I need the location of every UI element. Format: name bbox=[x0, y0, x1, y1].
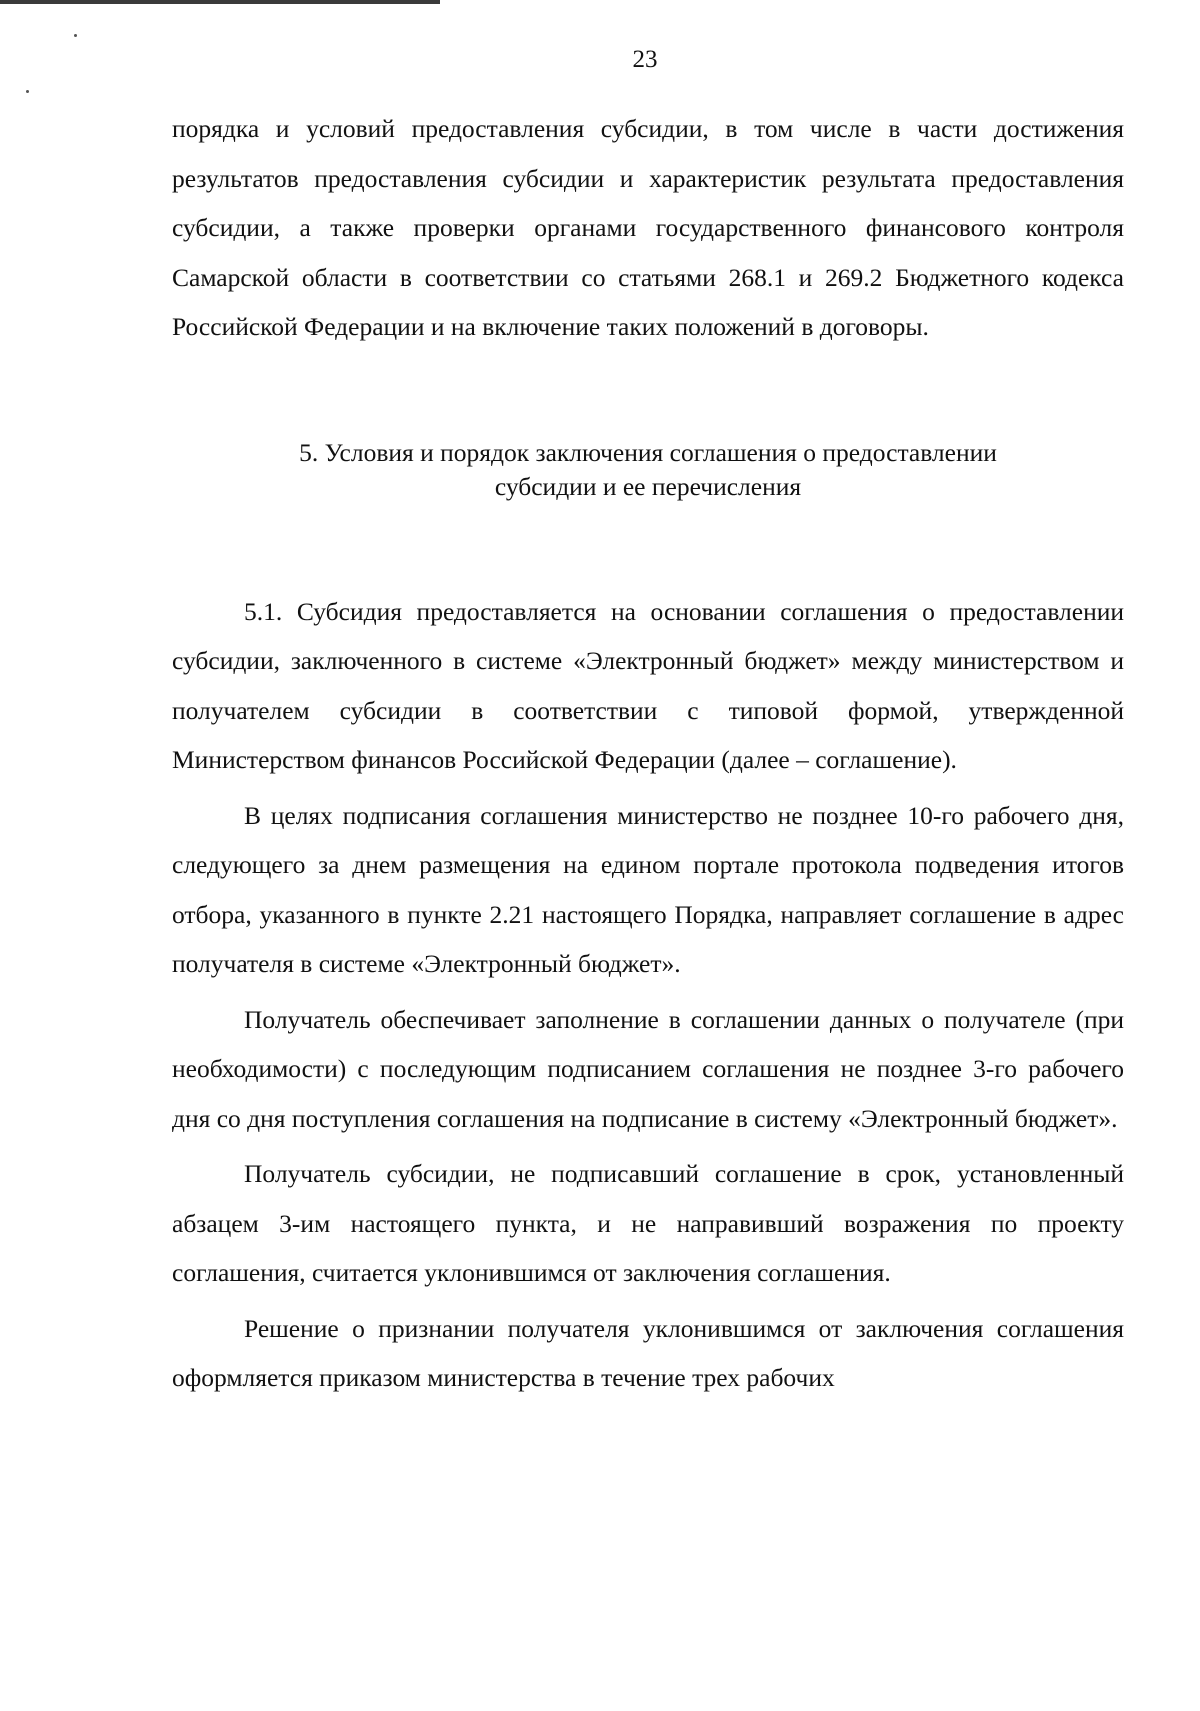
text-line: Получатель субсидии, не подписавший соглашение в срок, bbox=[244, 1159, 942, 1188]
text-line: формой, утвержденной Министерством финансов Российской Федерации bbox=[172, 695, 1125, 774]
text-line: возражения по проекту соглашения, считается уклонившимся от заключения bbox=[172, 1208, 1124, 1287]
section-heading-line: 5. Условия и порядок заключения соглашения о предоставлении bbox=[299, 437, 997, 467]
text-line: предоставления субсидии, а также проверки органами государственного bbox=[172, 163, 1125, 242]
text-line: соглашения. bbox=[757, 1258, 891, 1287]
text-line: установленный абзацем 3-им настоящего пункта, и не направивший bbox=[172, 1159, 1124, 1238]
text-line: В целях подписания соглашения министерство не позднее bbox=[244, 800, 898, 830]
text-line: не позднее 3-го рабочего дня со дня поступления соглашения на подписание bbox=[172, 1054, 1125, 1133]
scan-edge-mark bbox=[0, 0, 440, 4]
scan-speck bbox=[26, 90, 29, 93]
text-line: между министерством и получателем субсидии в соответствии с типовой bbox=[172, 646, 1125, 725]
scan-speck bbox=[74, 34, 77, 37]
text-line: 10-го рабочего дня, следующего за днем размещения на едином портале bbox=[172, 800, 1124, 879]
paragraph-5-1 bbox=[172, 587, 1124, 785]
text-line: (далее – соглашение). bbox=[721, 745, 957, 774]
paragraph-signing-terms bbox=[172, 791, 1124, 989]
text-line: 5.1. Субсидия предоставляется на основании соглашения bbox=[244, 596, 908, 626]
paragraph-continuation bbox=[172, 104, 1124, 352]
text-line: о предоставлении субсидии, заключенного в системе «Электронный бюджет» bbox=[172, 596, 1125, 675]
text-line: о получателе (при необходимости) с последующим подписанием соглашения bbox=[172, 1004, 1125, 1083]
text-line: финансового контроля Самарской области в соответствии bbox=[172, 213, 1124, 292]
text-line: и на включение таких положений в договоры. bbox=[430, 312, 929, 341]
section-heading bbox=[172, 436, 1124, 504]
text-line: результатов предоставления субсидии и характеристик результата bbox=[172, 163, 936, 193]
text-line: «Электронный бюджет». bbox=[411, 949, 681, 978]
paragraph-recipient-obligations bbox=[172, 995, 1124, 1144]
text-line: со статьями 268.1 и 269.2 Бюджетного кодекса Российской Федерации bbox=[172, 262, 1124, 341]
text-line: Порядка, направляет соглашение в адрес получателя в системе bbox=[172, 899, 1124, 978]
text-line: Получатель обеспечивает заполнение в соглашении данных bbox=[244, 1004, 912, 1034]
paragraph-decision bbox=[172, 1304, 1124, 1403]
text-line: Решение о признании получателя уклонившимся от заключения bbox=[244, 1313, 984, 1343]
section-heading-line: субсидии и ее перечисления bbox=[494, 471, 802, 501]
text-line: порядка и условий предоставления субсидии, в том числе в части достижения bbox=[172, 114, 1124, 143]
text-line: протокола подведения итогов отбора, указанного в пункте 2.21 настоящего bbox=[172, 850, 1124, 929]
text-line: в систему «Электронный бюджет». bbox=[735, 1103, 1118, 1133]
text-line: соглашения оформляется приказом министерства в течение трех рабочих bbox=[172, 1313, 1125, 1392]
paragraph-evasion bbox=[172, 1149, 1124, 1298]
page-number: 23 bbox=[632, 46, 658, 73]
document-body bbox=[172, 104, 1124, 1403]
